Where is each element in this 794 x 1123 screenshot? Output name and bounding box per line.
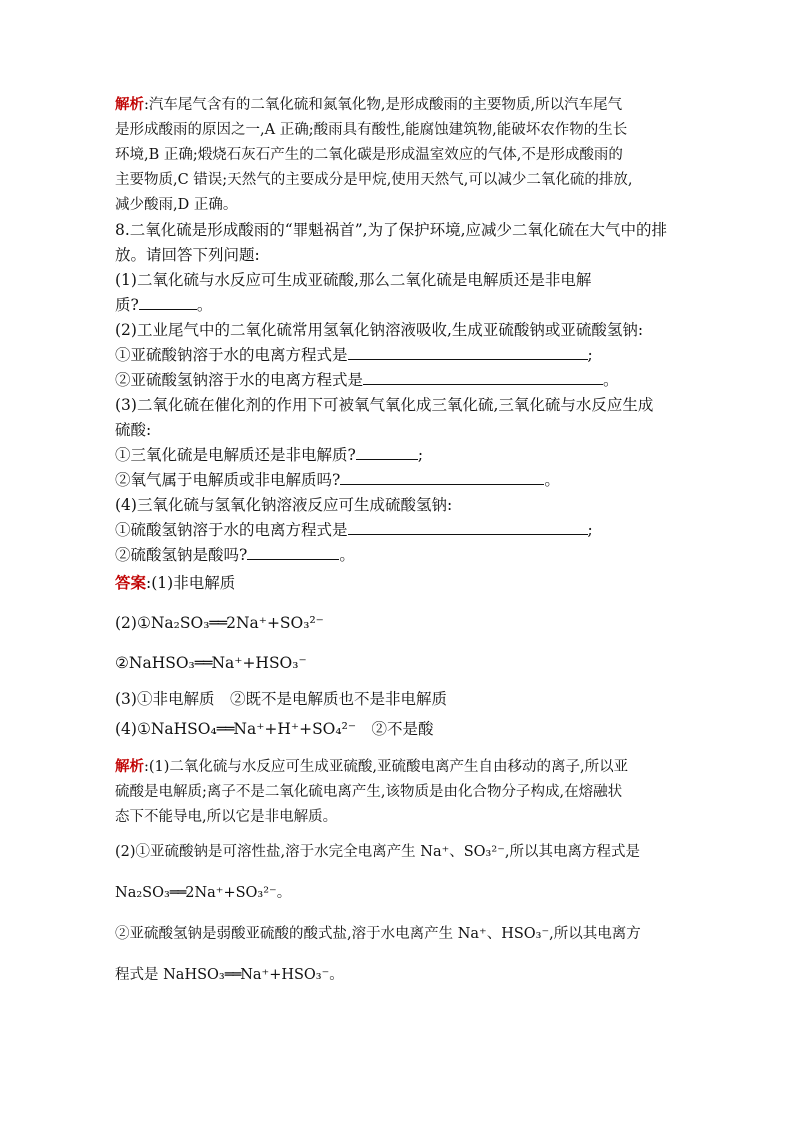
answer-blank[interactable] — [348, 343, 588, 360]
question-part-3a: ①三氧化硫是电解质还是非电解质? ; — [115, 443, 685, 468]
analysis-line: 是形成酸雨的原因之一,A 正确;酸雨具有酸性,能腐蚀建筑物,能破坏农作物的生长 — [115, 122, 628, 138]
answer-equation: (2)①Na₂SO₃══2Na⁺+SO₃²⁻ — [115, 614, 324, 632]
analysis-equation: 程式是 NaHSO₃══Na⁺+HSO₃⁻。 — [115, 967, 344, 983]
question-stem: 8.二氧化硫是形成酸雨的“罪魁祸首”,为了保护环境,应减少二氧化硫在大气中的排 — [115, 221, 667, 239]
analysis-equation: Na₂SO₃══2Na⁺+SO₃²⁻。 — [115, 885, 292, 901]
answer-label: 答案 — [115, 573, 147, 592]
answer-line: (3)①非电解质 ②既不是电解质也不是非电解质 — [115, 690, 447, 708]
analysis-label: 解析 — [115, 758, 144, 775]
analysis-block-2 — [115, 754, 685, 988]
analysis-line: (2)①亚硫酸钠是可溶性盐,溶于水完全电离产生 Na⁺、SO₃²⁻,所以其电离方程式是 — [115, 844, 640, 860]
analysis-line: 态下不能导电,所以它是非电解质。 — [115, 809, 338, 825]
document-content — [115, 92, 685, 988]
answer-equation: ②NaHSO₃══Na⁺+HSO₃⁻ — [115, 654, 307, 672]
question-part-1: 质? 。 — [115, 293, 685, 318]
answer-equation: (4)①NaHSO₄══Na⁺+H⁺+SO₄²⁻ ②不是酸 — [115, 720, 434, 738]
analysis-line: 减少酸雨,D 正确。 — [115, 197, 238, 213]
question-part-2a: ①亚硫酸钠溶于水的电离方程式是 ; — [115, 343, 685, 368]
question-part-2b: ②亚硫酸氢钠溶于水的电离方程式是 。 — [115, 368, 685, 393]
answer-blank[interactable] — [363, 368, 603, 385]
analysis-line: ②亚硫酸氢钠是弱酸亚硫酸的酸式盐,溶于水电离产生 Na⁺、HSO₃⁻,所以其电离方 — [115, 926, 641, 942]
analysis-line: 硫酸是电解质;离子不是二氧化硫电离产生,该物质是由化合物分子构成,在熔融状 — [115, 784, 623, 800]
question-8 — [115, 218, 685, 568]
answer-blank[interactable] — [356, 443, 418, 460]
answer-blank[interactable] — [247, 543, 339, 560]
question-part-3: (3)二氧化硫在催化剂的作用下可被氧气氧化成三氧化硫,三氧化硫与水反应生成 — [115, 396, 654, 414]
question-part-1: (1)二氧化硫与水反应可生成亚硫酸,那么二氧化硫是电解质还是非电解 — [115, 271, 592, 289]
answer-block — [115, 568, 685, 744]
question-part-4: (4)三氧化硫与氢氧化钠溶液反应可生成硫酸氢钠: — [115, 496, 453, 514]
question-stem: 放。请回答下列问题: — [115, 246, 260, 264]
analysis-line: 解析:(1)二氧化硫与水反应可生成亚硫酸,亚硫酸电离产生自由移动的离子,所以亚 — [115, 758, 629, 775]
analysis-line: 解析:汽车尾气含有的二氧化硫和氮氧化物,是形成酸雨的主要物质,所以汽车尾气 — [115, 96, 623, 113]
analysis-block-1 — [115, 92, 685, 218]
question-part-3: 硫酸: — [115, 421, 152, 439]
analysis-line: 环境,B 正确;煅烧石灰石产生的二氧化碳是形成温室效应的气体,不是形成酸雨的 — [115, 147, 623, 163]
analysis-line: 主要物质,C 错误;天然气的主要成分是甲烷,使用天然气,可以减少二氧化硫的排放, — [115, 172, 633, 188]
question-part-4b: ②硫酸氢钠是酸吗? 。 — [115, 543, 685, 568]
question-part-2: (2)工业尾气中的二氧化硫常用氢氧化钠溶液吸收,生成亚硫酸钠或亚硫酸氢钠: — [115, 321, 644, 339]
answer-line: 答案:(1)非电解质 — [115, 573, 236, 592]
answer-blank[interactable] — [340, 468, 544, 485]
answer-blank[interactable] — [139, 293, 197, 310]
question-part-3b: ②氧气属于电解质或非电解质吗? 。 — [115, 468, 685, 493]
analysis-label: 解析 — [115, 96, 144, 113]
question-part-4a: ①硫酸氢钠溶于水的电离方程式是 ; — [115, 518, 685, 543]
answer-blank[interactable] — [348, 518, 588, 535]
